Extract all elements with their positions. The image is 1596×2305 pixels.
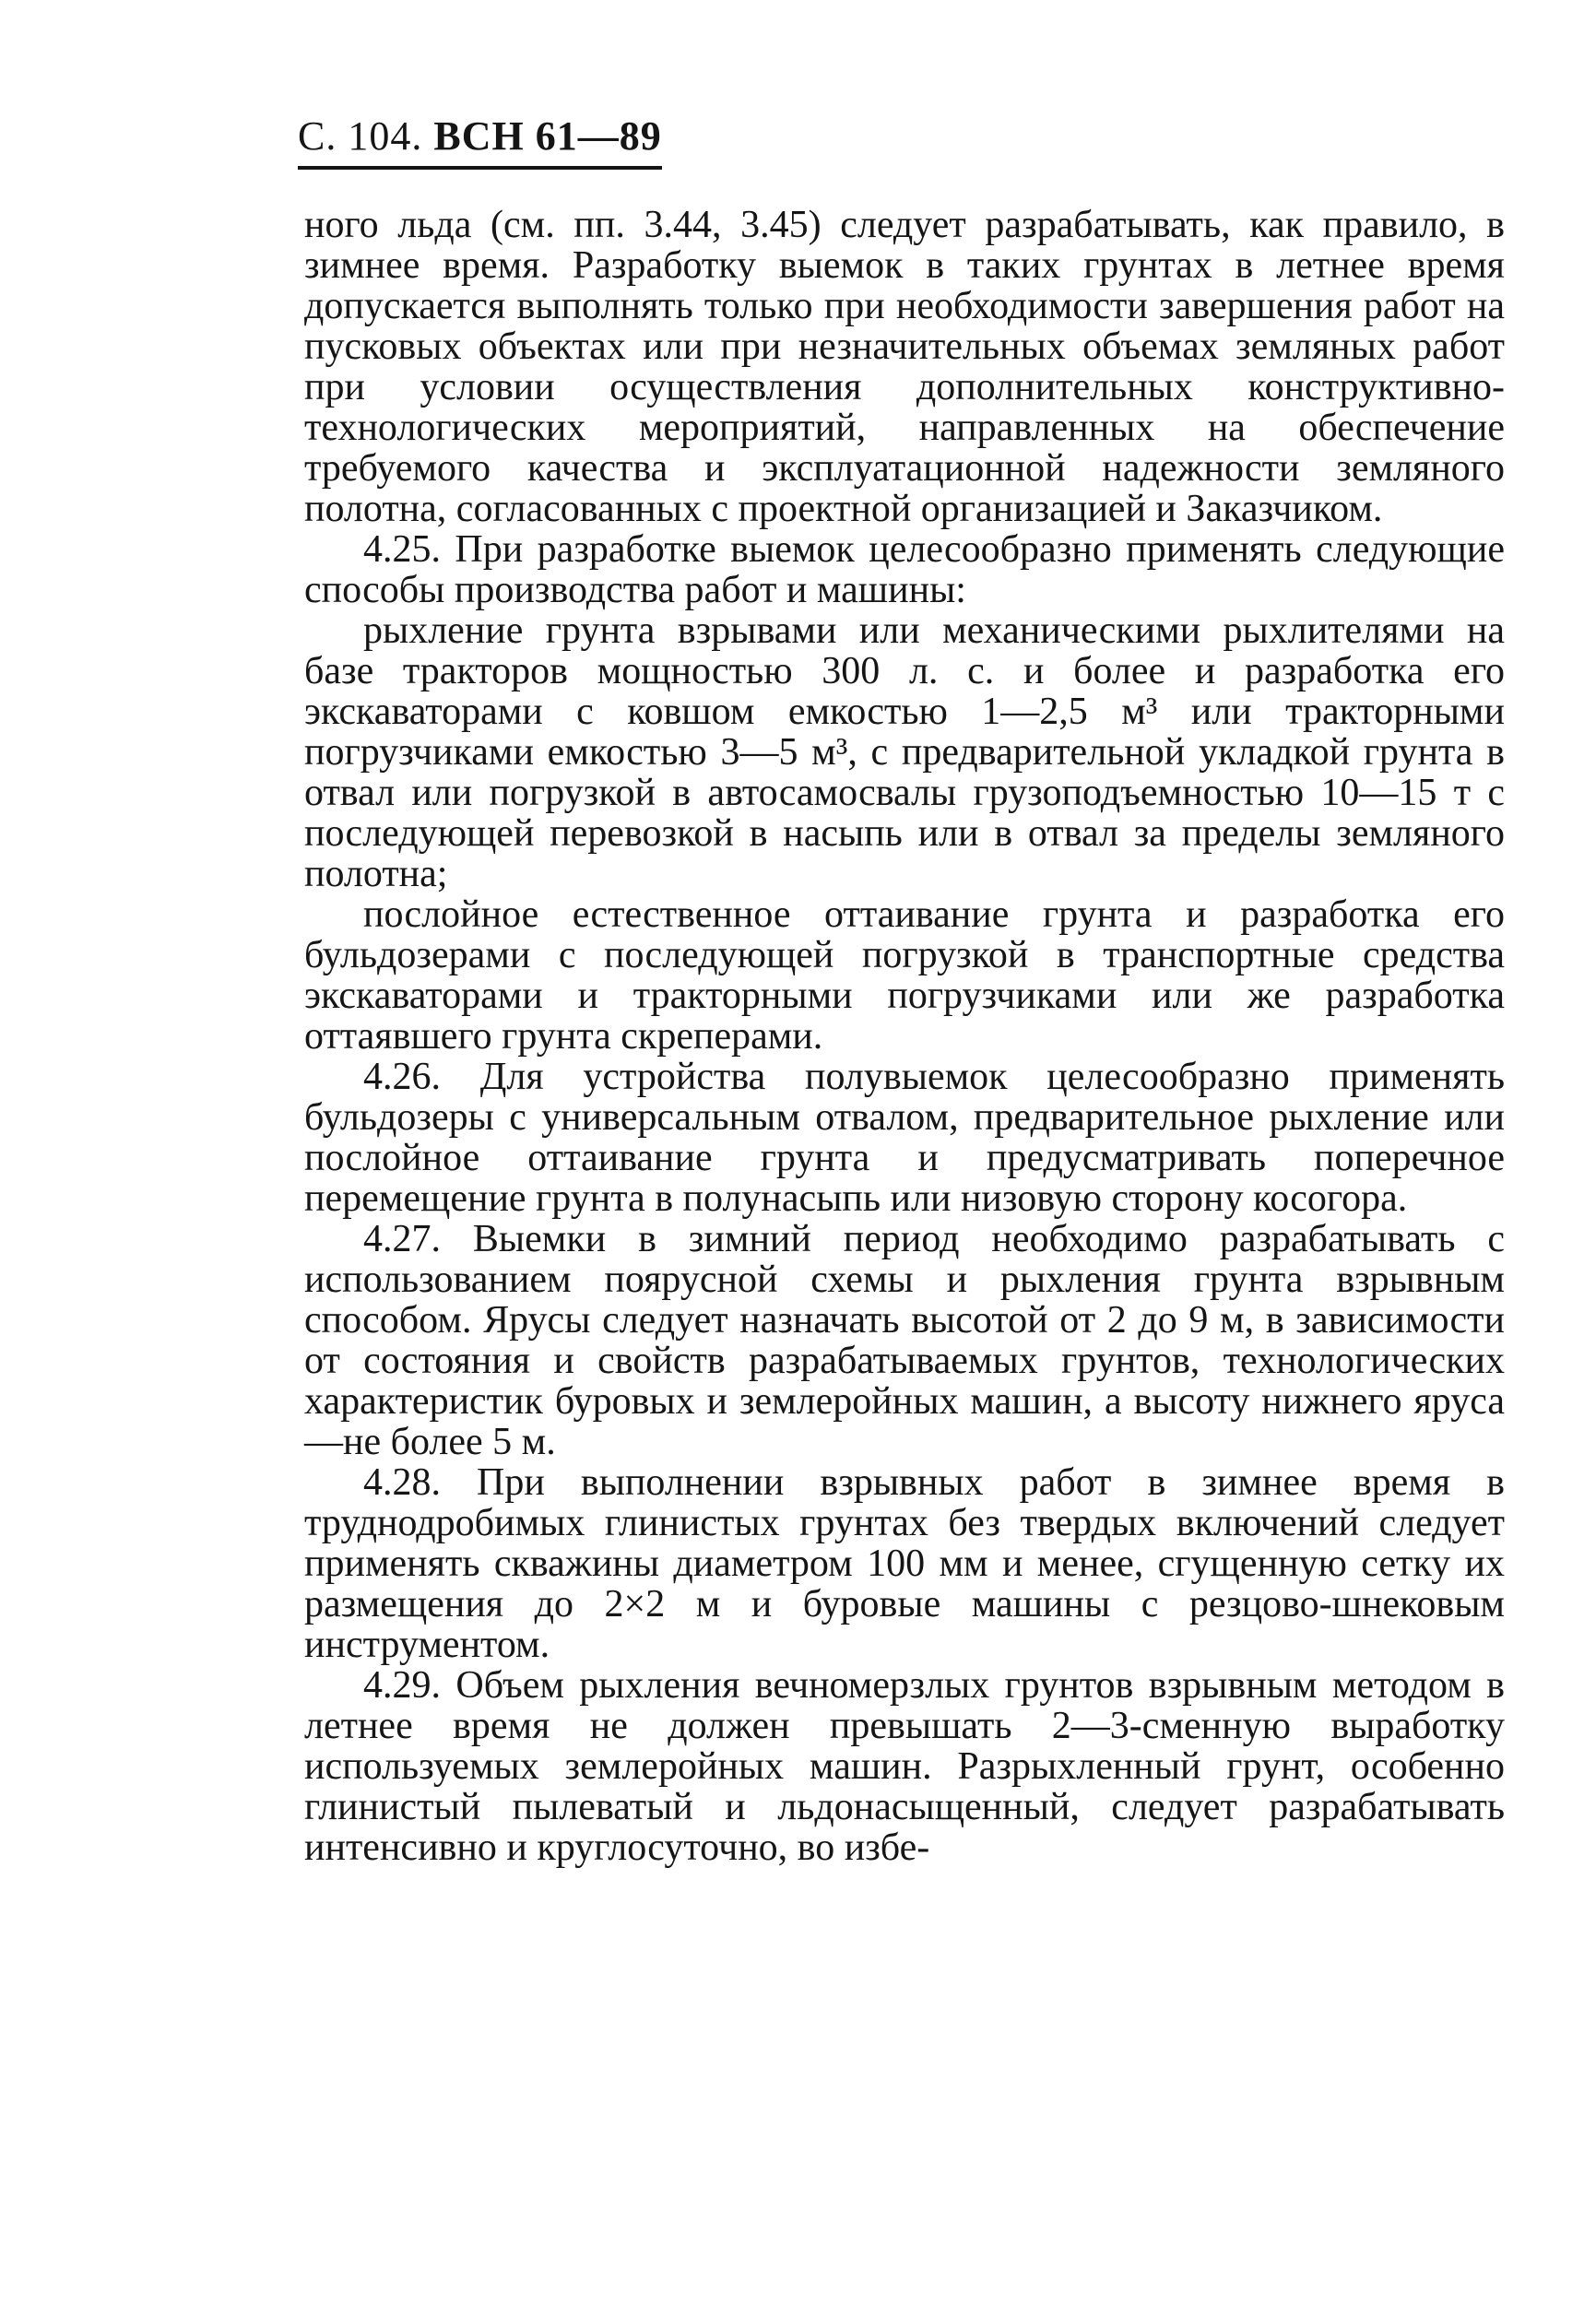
paragraph-ripping-method: рыхление грунта взрывами или механическими рыхлителями на базе тракторов мощностью 300 л. с. и более и разработка его экскаваторами с ковшом емкостью 1—2,5 м³ или тракторными погрузчиками емкостью 3—5 м³, с предварительной укладкой грунта в отвал или погрузкой в автосамосвалы грузоподъемностью 10—15 т с последующей перевозкой в насыпь или в отвал за пределы земляного полотна; bbox=[304, 609, 1505, 895]
paragraph-4-28: 4.28. При выполнении взрывных работ в зимнее время в труднодробимых глинистых грунтах без твердых включений следует применять скважины диаметром 100 мм и менее, сгущенную сетку их размещения до 2×2 м и буровые машины с резцово-шнековым инструментом. bbox=[304, 1461, 1505, 1666]
page-header bbox=[298, 109, 662, 170]
page-number: С. 104. bbox=[298, 113, 423, 159]
paragraph-4-27: 4.27. Выемки в зимний период необходимо разрабатывать с использованием поярусной схемы и рыхления грунта взрывным способом. Ярусы следует назначать высотой от 2 до 9 м, в зависимости от состояния и свойств разрабатываемых грунтов, технологических характеристик буровых и землеройных машин, а высоту нижнего яруса—не более 5 м. bbox=[304, 1218, 1505, 1463]
document-code: ВСН 61—89 bbox=[433, 113, 662, 159]
paragraph-4-25: 4.25. При разработке выемок целесообразно применять следующие способы производства работ и машины: bbox=[304, 528, 1505, 611]
paragraph-4-26: 4.26. Для устройства полувыемок целесообразно применять бульдозеры с универсальным отвалом, предварительное рыхление или послойное оттаивание грунта и предусматривать поперечное перемещение грунта в полунасыпь или низовую сторону косогора. bbox=[304, 1056, 1505, 1220]
body-text bbox=[304, 205, 1505, 1868]
paragraph-thawing-method: послойное естественное оттаивание грунта и разработка его бульдозерами с последующей погрузкой в транспортные средства экскаваторами и тракторными погрузчиками или же разработка оттаявшего грунта скреперами. bbox=[304, 893, 1505, 1058]
paragraph-continuation: ного льда (см. пп. 3.44, 3.45) следует разрабатывать, как правило, в зимнее время. Разработку выемок в таких грунтах в летнее время допускается выполнять только при необходимости завершения работ на пусковых объектах или при незначительных объемах земляных работ при условии осуществления дополнительных конструктивно-технологических мероприятий, направленных на обеспечение требуемого качества и эксплуатационной надежности земляного полотна, согласованных с проектной организацией и Заказчиком. bbox=[304, 204, 1505, 530]
paragraph-4-29: 4.29. Объем рыхления вечномерзлых грунтов взрывным методом в летнее время не должен превышать 2—3-сменную выработку используемых землеройных машин. Разрыхленный грунт, особенно глинистый пылеватый и льдонасыщенный, следует разрабатывать интенсивно и круглосуточно, во избе- bbox=[304, 1664, 1505, 1869]
